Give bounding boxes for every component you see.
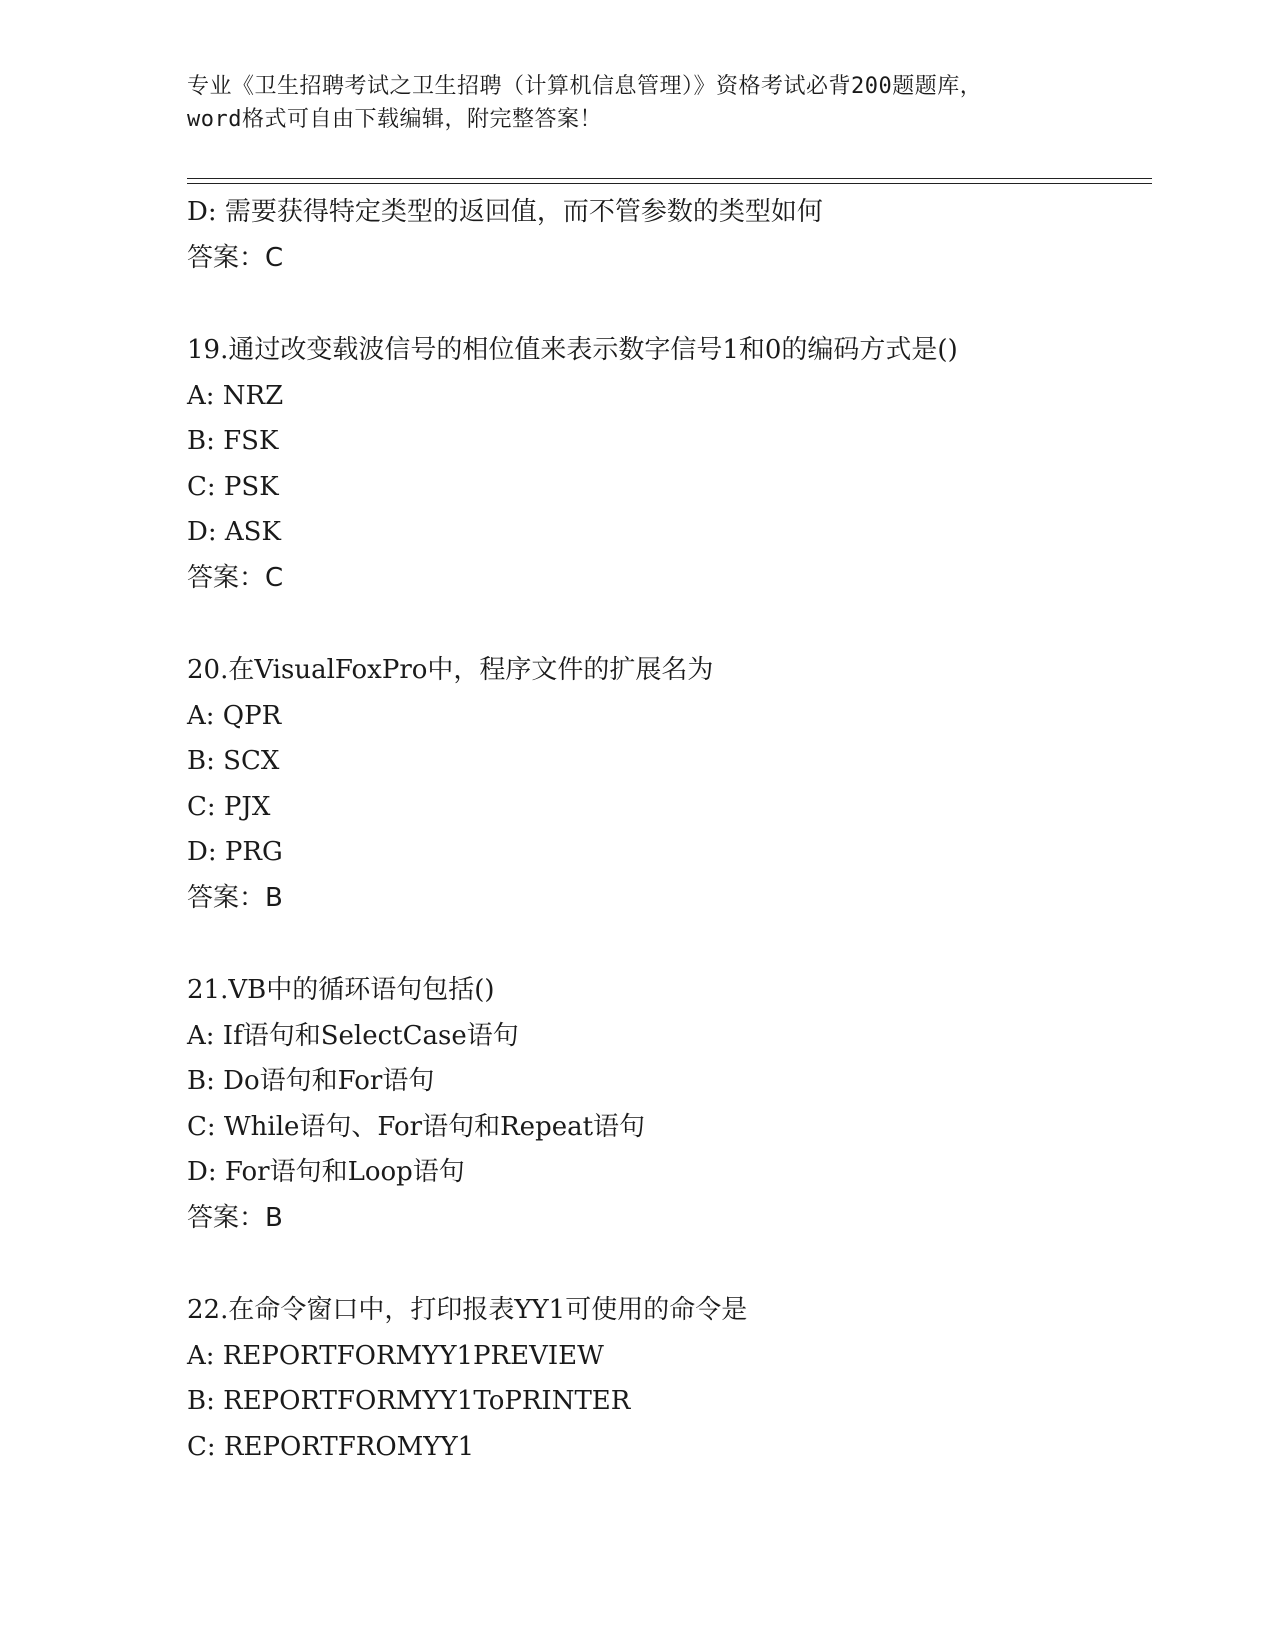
- header-title-line-1: 专业《卫生招聘考试之卫生招聘（计算机信息管理）》资格考试必背200题题库，: [187, 74, 983, 99]
- option-a: A: REPORTFORMYY1PREVIEW: [187, 1340, 604, 1371]
- answer-text: 答案：B: [187, 1202, 283, 1233]
- question-fragment: [187, 190, 1147, 281]
- option-b: B: FSK: [187, 426, 279, 456]
- option-a: A: If语句和SelectCase语句: [187, 1020, 519, 1051]
- option-d: D: 需要获得特定类型的返回值，而不管参数的类型如何: [187, 197, 823, 227]
- spacer: [187, 281, 1147, 328]
- question-21: [187, 968, 1147, 1241]
- question-list: [187, 190, 1147, 1470]
- option-d: D: PRG: [187, 837, 283, 867]
- option-c: C: REPORTFROMYY1: [187, 1431, 475, 1462]
- question-19: [187, 328, 1147, 601]
- option-d: D: ASK: [187, 517, 281, 547]
- option-c: C: While语句、For语句和Repeat语句: [187, 1111, 646, 1142]
- option-a: A: NRZ: [187, 380, 284, 411]
- option-b: B: SCX: [187, 746, 280, 776]
- header-title-line-2: word格式可自由下载编辑，附完整答案！: [187, 107, 602, 132]
- question-20: [187, 648, 1147, 921]
- option-b: B: Do语句和For语句: [187, 1066, 435, 1096]
- question-stem: 21.VB中的循环语句包括(): [187, 975, 495, 1005]
- option-b: B: REPORTFORMYY1ToPRINTER: [187, 1386, 631, 1416]
- option-a: A: QPR: [187, 700, 282, 731]
- document-header: [187, 70, 1087, 136]
- spacer: [187, 1241, 1147, 1288]
- question-stem: 20.在VisualFoxPro中，程序文件的扩展名为: [187, 655, 714, 685]
- question-stem: 22.在命令窗口中，打印报表YY1可使用的命令是: [187, 1295, 748, 1325]
- spacer: [187, 921, 1147, 968]
- question-22: [187, 1288, 1147, 1470]
- option-d: D: For语句和Loop语句: [187, 1157, 465, 1187]
- header-divider-bottom: [187, 183, 1152, 184]
- question-stem: 19.通过改变载波信号的相位值来表示数字信号1和0的编码方式是(): [187, 335, 958, 365]
- option-c: C: PJX: [187, 791, 271, 822]
- header-divider-top: [187, 178, 1152, 179]
- option-c: C: PSK: [187, 471, 279, 502]
- answer-text: 答案：C: [187, 242, 284, 273]
- answer-text: 答案：B: [187, 882, 283, 913]
- answer-text: 答案：C: [187, 562, 284, 593]
- spacer: [187, 601, 1147, 648]
